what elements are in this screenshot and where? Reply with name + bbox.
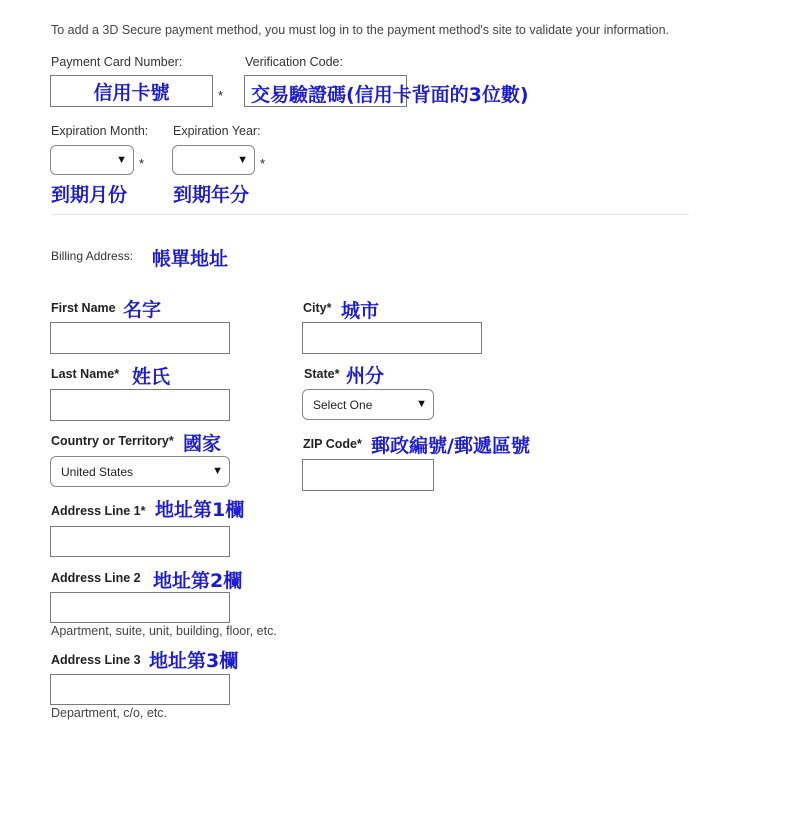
card-number-input[interactable] — [50, 75, 213, 107]
first-name-label: First Name — [51, 301, 116, 315]
expiration-year-select[interactable] — [172, 145, 255, 175]
expiration-month-annotation: 到期月份 — [51, 184, 128, 206]
section-divider — [51, 214, 689, 215]
expiration-month-label: Expiration Month: — [51, 124, 149, 138]
expiration-year-annotation: 到期年分 — [173, 184, 250, 206]
city-input[interactable] — [302, 322, 482, 354]
zip-input[interactable] — [302, 459, 434, 491]
address-line-2-annotation: 地址第2欄 — [153, 570, 243, 592]
zip-annotation: 郵政編號/郵遞區號 — [371, 435, 530, 457]
chevron-down-icon: ▼ — [212, 465, 223, 477]
state-label: State* — [304, 367, 340, 381]
card-number-required: * — [218, 88, 224, 103]
country-annotation: 國家 — [183, 433, 222, 455]
first-name-input[interactable] — [50, 322, 230, 354]
country-select[interactable] — [50, 456, 230, 487]
address-line-3-annotation: 地址第3欄 — [149, 650, 239, 672]
address-line-3-input[interactable] — [50, 674, 230, 705]
zip-label: ZIP Code* — [303, 437, 362, 451]
expiration-month-required: * — [139, 156, 145, 171]
address-line-1-input[interactable] — [50, 526, 230, 557]
last-name-annotation: 姓氏 — [132, 366, 171, 388]
state-select-value: Select One — [313, 397, 373, 412]
intro-text: To add a 3D Secure payment method, you must log in to the payment method's site to validate your information. — [51, 23, 669, 37]
card-number-annotation: 信用卡號 — [93, 81, 170, 104]
expiration-month-select[interactable] — [50, 145, 134, 175]
card-number-label: Payment Card Number: — [51, 55, 183, 69]
address-line-1-annotation: 地址第1欄 — [155, 499, 245, 521]
address-line-2-input[interactable] — [50, 592, 230, 623]
state-annotation: 州分 — [346, 365, 385, 387]
last-name-input[interactable] — [50, 389, 230, 421]
billing-address-annotation: 帳單地址 — [152, 248, 229, 270]
verification-code-label: Verification Code: — [245, 55, 343, 69]
address-line-3-help: Department, c/o, etc. — [51, 706, 168, 720]
expiration-year-required: * — [260, 156, 266, 171]
city-label: City* — [303, 301, 332, 315]
address-line-2-help: Apartment, suite, unit, building, floor, etc. — [51, 624, 277, 638]
chevron-down-icon: ▼ — [116, 154, 127, 166]
expiration-year-label: Expiration Year: — [173, 124, 261, 138]
state-select[interactable] — [302, 389, 434, 420]
last-name-label: Last Name* — [51, 367, 120, 381]
city-annotation: 城市 — [341, 300, 380, 322]
billing-address-label: Billing Address: — [51, 249, 134, 263]
verification-code-annotation: 交易驗證碼(信用卡背面的3位數) — [251, 84, 529, 106]
address-line-3-label: Address Line 3 — [51, 653, 141, 667]
address-line-2-label: Address Line 2 — [51, 571, 141, 585]
first-name-annotation: 名字 — [123, 299, 162, 321]
chevron-down-icon: ▼ — [237, 154, 248, 166]
address-line-1-label: Address Line 1* — [51, 504, 146, 518]
country-label: Country or Territory* — [51, 434, 174, 448]
country-select-value: United States — [61, 464, 134, 479]
chevron-down-icon: ▼ — [416, 398, 427, 410]
